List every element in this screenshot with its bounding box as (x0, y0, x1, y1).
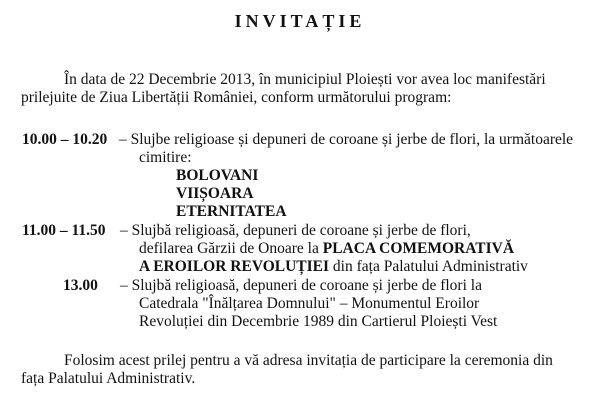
item2-placa-comemorativa: PLACA COMEMORATIVĂ (322, 240, 515, 257)
item3-line-1: – Slujbă religioasă, depuneri de coroane și jerbe de flori la (120, 277, 482, 294)
item3-line-3: Revoluției din Decembrie 1989 din Cartierul Ploiești Vest (139, 313, 498, 330)
closing-line-1: Folosim acest prilej pentru a vă adresa invitația de participare la ceremonia din (64, 352, 553, 369)
closing-line-2: fața Palatului Administrativ. (21, 370, 196, 387)
item1-time: 10.00 – 10.20 (22, 131, 108, 148)
item1-line-1: – Slujbe religioase și depuneri de coroane și jerbe de flori, la următoarele (119, 131, 574, 148)
item2-time: 11.00 – 11.50 (22, 222, 106, 239)
cemetery-1: BOLOVANI (176, 167, 259, 184)
intro-line-2: prilejuite de Ziua Libertății României, conform următorului program: (21, 89, 452, 106)
document-title: INVITAȚIE (234, 11, 366, 31)
item2-line-3 (139, 258, 528, 276)
item3-time: 13.00 (63, 277, 98, 294)
item1-line-2: cimitire: (139, 149, 192, 166)
item2-eroilor-revolutiei: A EROILOR REVOLUȚIEI (139, 258, 330, 275)
item3-line-2: Catedrala "Înălțarea Domnului" – Monumentul Eroilor (139, 295, 480, 312)
cemetery-3: ETERNITATEA (176, 203, 287, 220)
item2-line-2 (139, 240, 514, 258)
item2-line-3-text: din fața Palatului Administrativ (329, 258, 528, 275)
cemetery-2: VIIȘOARA (176, 185, 254, 202)
intro-line-1: În data de 22 Decembrie 2013, în municipiul Ploiești vor avea loc manifestări (64, 71, 546, 88)
item2-line-1: – Slujbă religioasă, depuneri de coroane și jerbe de flori, (120, 222, 471, 239)
item2-line-2-text: defilarea Gărzii de Onoare la (139, 240, 323, 257)
